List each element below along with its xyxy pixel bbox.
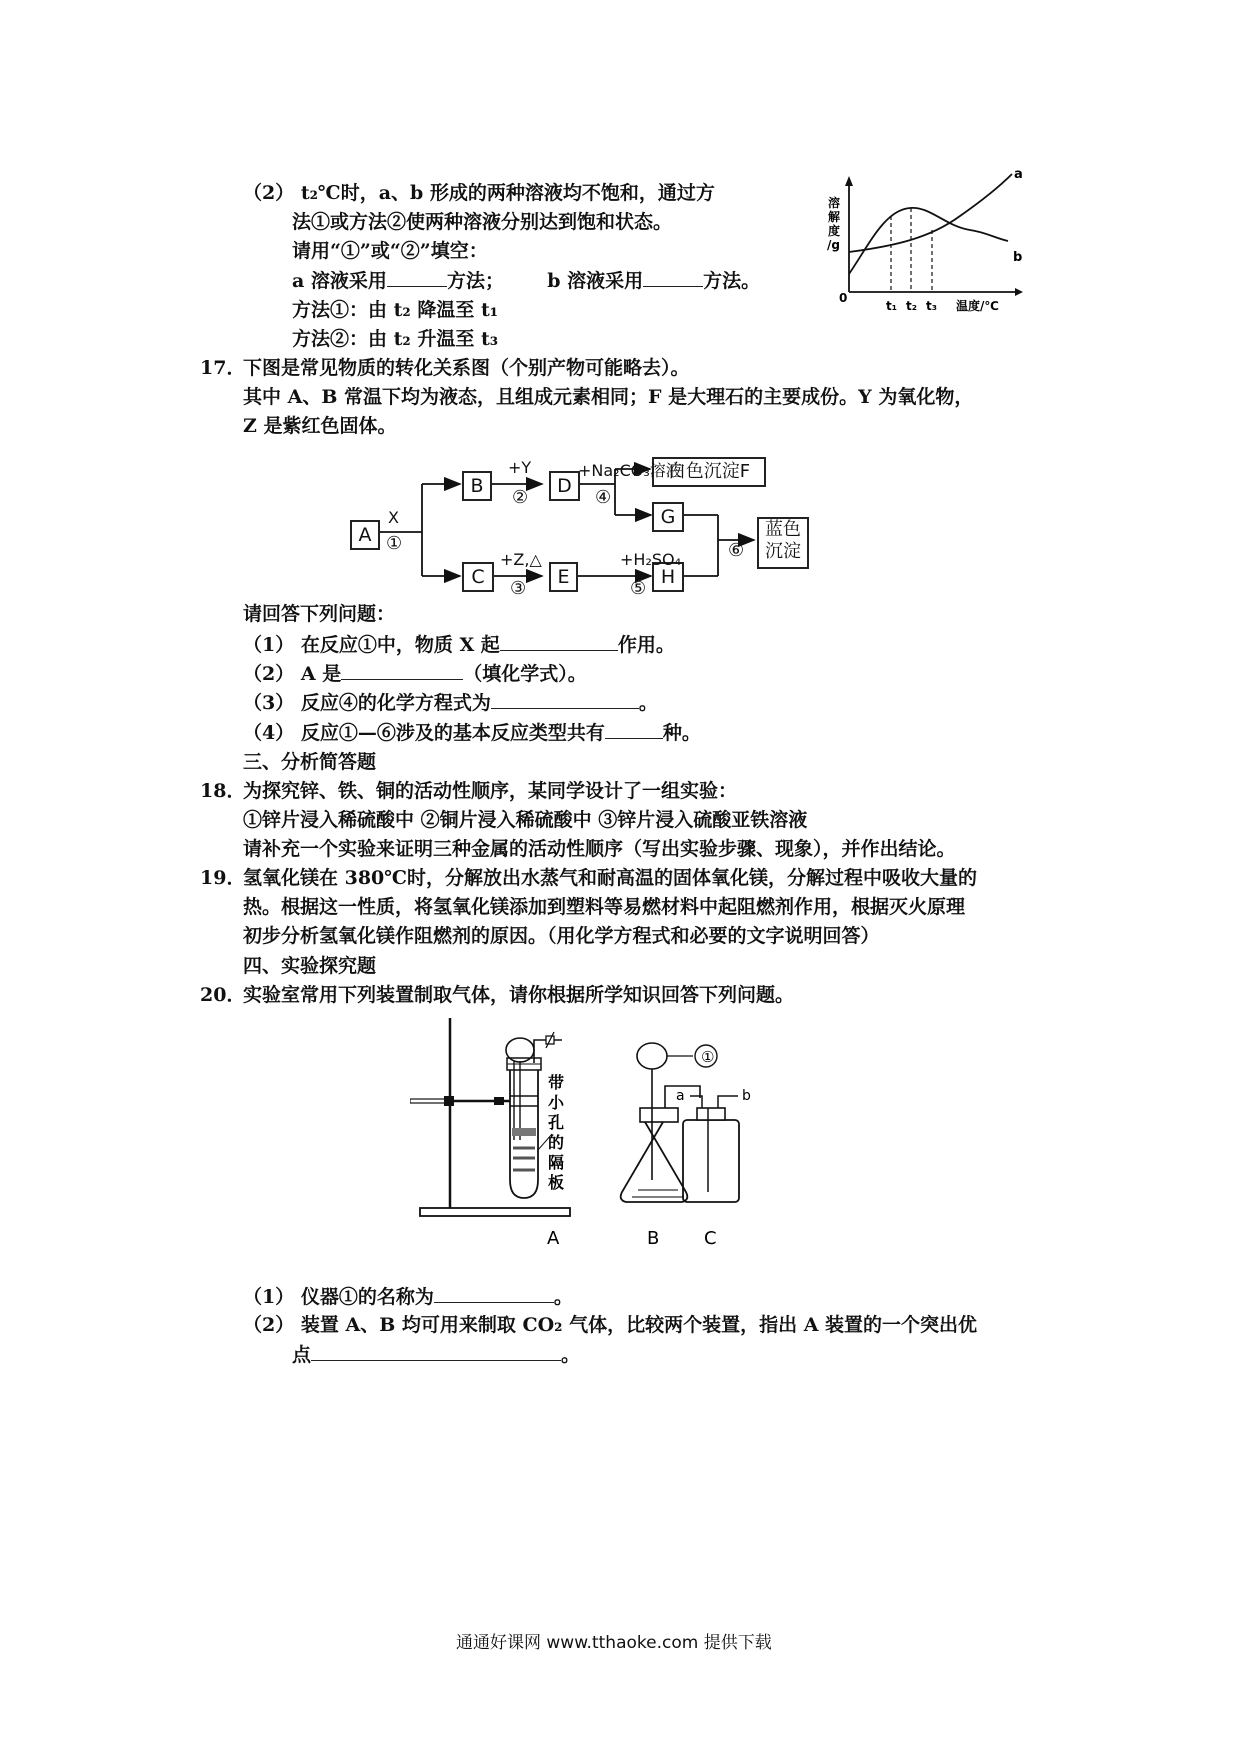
apparatus-figure [410,1000,910,1255]
footer-credit: 通通好课网 www.tthaoke.com 提供下载 [456,1633,772,1653]
flask-stopper [640,1108,678,1122]
label-h2so4: +H₂SO₄ [620,550,682,569]
q17-ask: 请回答下列问题： [243,603,396,625]
section4-title: 四、实验探究题 [243,955,377,977]
q19-line1: 氢氧化镁在 380℃时，分解放出水蒸气和耐高温的固体氧化镁，分解过程中吸收大量的 [243,867,978,889]
q17-number: 17． [200,357,246,379]
graph-x-arrow [1015,288,1023,296]
node-a: A [350,520,380,550]
q17-p1-blank[interactable] [500,632,618,651]
q16-a-blank[interactable] [387,268,447,287]
label-c: C [704,1228,717,1249]
label-b: B [647,1228,660,1249]
label-r6: ⑥ [728,540,745,561]
curve-b [849,208,1008,274]
q17-p2-suffix: （填化学式）。 [463,663,587,685]
ylabel-2: 度 [828,224,841,238]
q17-p1-prefix: （1） 在反应①中，物质 X 起 [243,634,500,656]
stand-base [420,1208,570,1216]
graph-t1: t₁ [886,299,897,313]
q16-line1: （2） t₂℃时，a、b 形成的两种溶液均不饱和，通过方 [243,182,715,204]
q20-line1: 实验室常用下列装置制取气体，请你根据所学知识回答下列问题。 [243,984,795,1006]
blue-line1: 蓝色 [765,519,801,540]
node-h: H [652,562,684,592]
q17-p3-suffix: 。 [638,692,658,714]
solubility-graph [820,168,1030,318]
partition-1: 小 [548,1093,565,1112]
partition-3: 的 [548,1133,565,1152]
q20-p2-suffix: 。 [561,1344,581,1366]
label-na2co3: +Na₂CO₃溶液 [578,461,682,480]
graph-label-a: a [1014,168,1023,182]
q17-part3 [243,690,658,715]
q17-p2-blank[interactable] [341,661,463,680]
pipe-b: b [742,1088,751,1104]
q16-line3: 请用“①”或“②”填空： [292,240,488,262]
partition-plate [512,1128,536,1136]
q20-part2-line1: （2） 装置 A、B 均可用来制取 CO₂ 气体，比较两个装置，指出 A 装置的一个突出优 [243,1314,978,1336]
clamp-knob [444,1096,454,1106]
node-f: 白色沉淀F [652,457,766,487]
mark-1: ① [701,1048,715,1066]
graph-origin: 0 [839,291,848,305]
q16-b-prefix: b 溶液采用 [547,270,644,292]
blue-line2: 沉淀 [765,541,801,562]
gas-bottle [683,1120,739,1202]
q16-b-blank[interactable] [643,268,703,287]
q17-line1: 下图是常见物质的转化关系图（个别产物可能略去）。 [243,357,690,379]
section3-title: 三、分析简答题 [243,751,377,773]
partition-5: 板 [548,1173,565,1192]
partition-2: 孔 [548,1113,565,1132]
liquid-b [632,1190,684,1197]
partition-0: 带 [548,1073,565,1092]
q18-line1: 为探究锌、铁、铜的活动性顺序，某同学设计了一组实验： [243,780,738,802]
node-g: G [652,502,684,532]
label-r2: ② [512,487,529,508]
graph-t3: t₃ [926,299,937,313]
node-e: E [549,562,578,592]
ylabel-0: 溶 [828,196,841,210]
apparatus-a [410,1018,570,1249]
q20-p2-prefix: 点 [292,1344,312,1366]
solid-reagent [513,1148,535,1170]
q16-line2: 法①或方法②使两种溶液分别达到饱和状态。 [292,211,673,233]
q20-p1-suffix: 。 [553,1286,573,1308]
apparatus-b [621,1043,717,1249]
q16-method1: 方法①：由 t₂ 降温至 t₁ [292,299,499,321]
q19-number: 19． [200,867,246,889]
node-blue-precipitate [757,517,809,569]
q17-p3-blank[interactable] [491,690,639,709]
q17-line2: 其中 A、B 常温下均为液态，且组成元素相同；F 是大理石的主要成份。Y 为氧化物， [243,386,974,408]
q16-method2: 方法②：由 t₂ 升温至 t₃ [292,328,499,350]
q18-line3: 请补充一个实验来证明三种金属的活动性顺序（写出实验步骤、现象），并作出结论。 [243,838,956,860]
q20-part2-line2 [292,1342,580,1367]
label-y: +Y [508,458,532,477]
node-d: D [549,471,580,501]
pipe-a: a [676,1088,685,1104]
funnel-bulb-b [637,1043,667,1069]
q18-number: 18． [200,780,246,802]
q17-p4-suffix: 种。 [662,722,701,744]
apparatus-c [676,1088,751,1249]
label-x: X [388,508,399,527]
label-r5: ⑤ [630,578,647,599]
graph-label-b: b [1013,250,1023,265]
label-a: A [547,1228,560,1249]
q17-part1 [243,632,675,657]
q20-p1-blank[interactable] [434,1284,554,1303]
q16-b-suffix: 方法。 [703,270,761,292]
graph-t2: t₂ [906,299,917,313]
q16-a-suffix: 方法； [446,270,504,292]
q20-number: 20． [200,984,246,1006]
ylabel-1: 解 [828,210,841,224]
graph-y-arrow [845,176,853,186]
q16-a-prefix: a 溶液采用 [292,270,387,292]
q17-line3: Z 是紫红色固体。 [243,415,397,437]
label-r4: ④ [595,487,612,508]
q17-p2-prefix: （2） A 是 [243,663,342,685]
ylabel-3: /g [827,238,840,252]
label-r3: ③ [510,578,527,599]
node-c: C [462,562,494,592]
label-r1: ① [386,533,403,554]
q17-p1-suffix: 作用。 [617,634,675,656]
partition-4: 隔 [548,1153,565,1172]
q17-p4-prefix: （4） 反应①—⑥涉及的基本反应类型共有 [243,722,605,744]
q20-p1-prefix: （1） 仪器①的名称为 [243,1286,434,1308]
q20-p2-blank[interactable] [311,1342,561,1361]
q17-part2 [243,661,587,686]
label-z: +Z,△ [500,550,542,569]
q18-line2: ①锌片浸入稀硫酸中 ②铜片浸入稀硫酸中 ③锌片浸入硫酸亚铁溶液 [243,809,808,831]
q19-line3: 初步分析氢氧化镁作阻燃剂的原因。（用化学方程式和必要的文字说明回答） [243,925,880,947]
bottle-stopper [697,1108,725,1120]
graph-xlabel: 温度/℃ [956,299,999,313]
q17-p4-blank[interactable] [605,720,663,739]
q17-part4 [243,720,701,745]
q20-part1 [243,1284,573,1309]
short-tube [718,1096,738,1108]
node-b: B [462,471,492,501]
q17-p3-prefix: （3） 反应④的化学方程式为 [243,692,491,714]
q19-line2: 热。根据这一性质，将氢氧化镁添加到塑料等易燃材料中起阻燃剂作用，根据灭火原理 [243,896,966,918]
q16-fill-line [292,268,760,293]
